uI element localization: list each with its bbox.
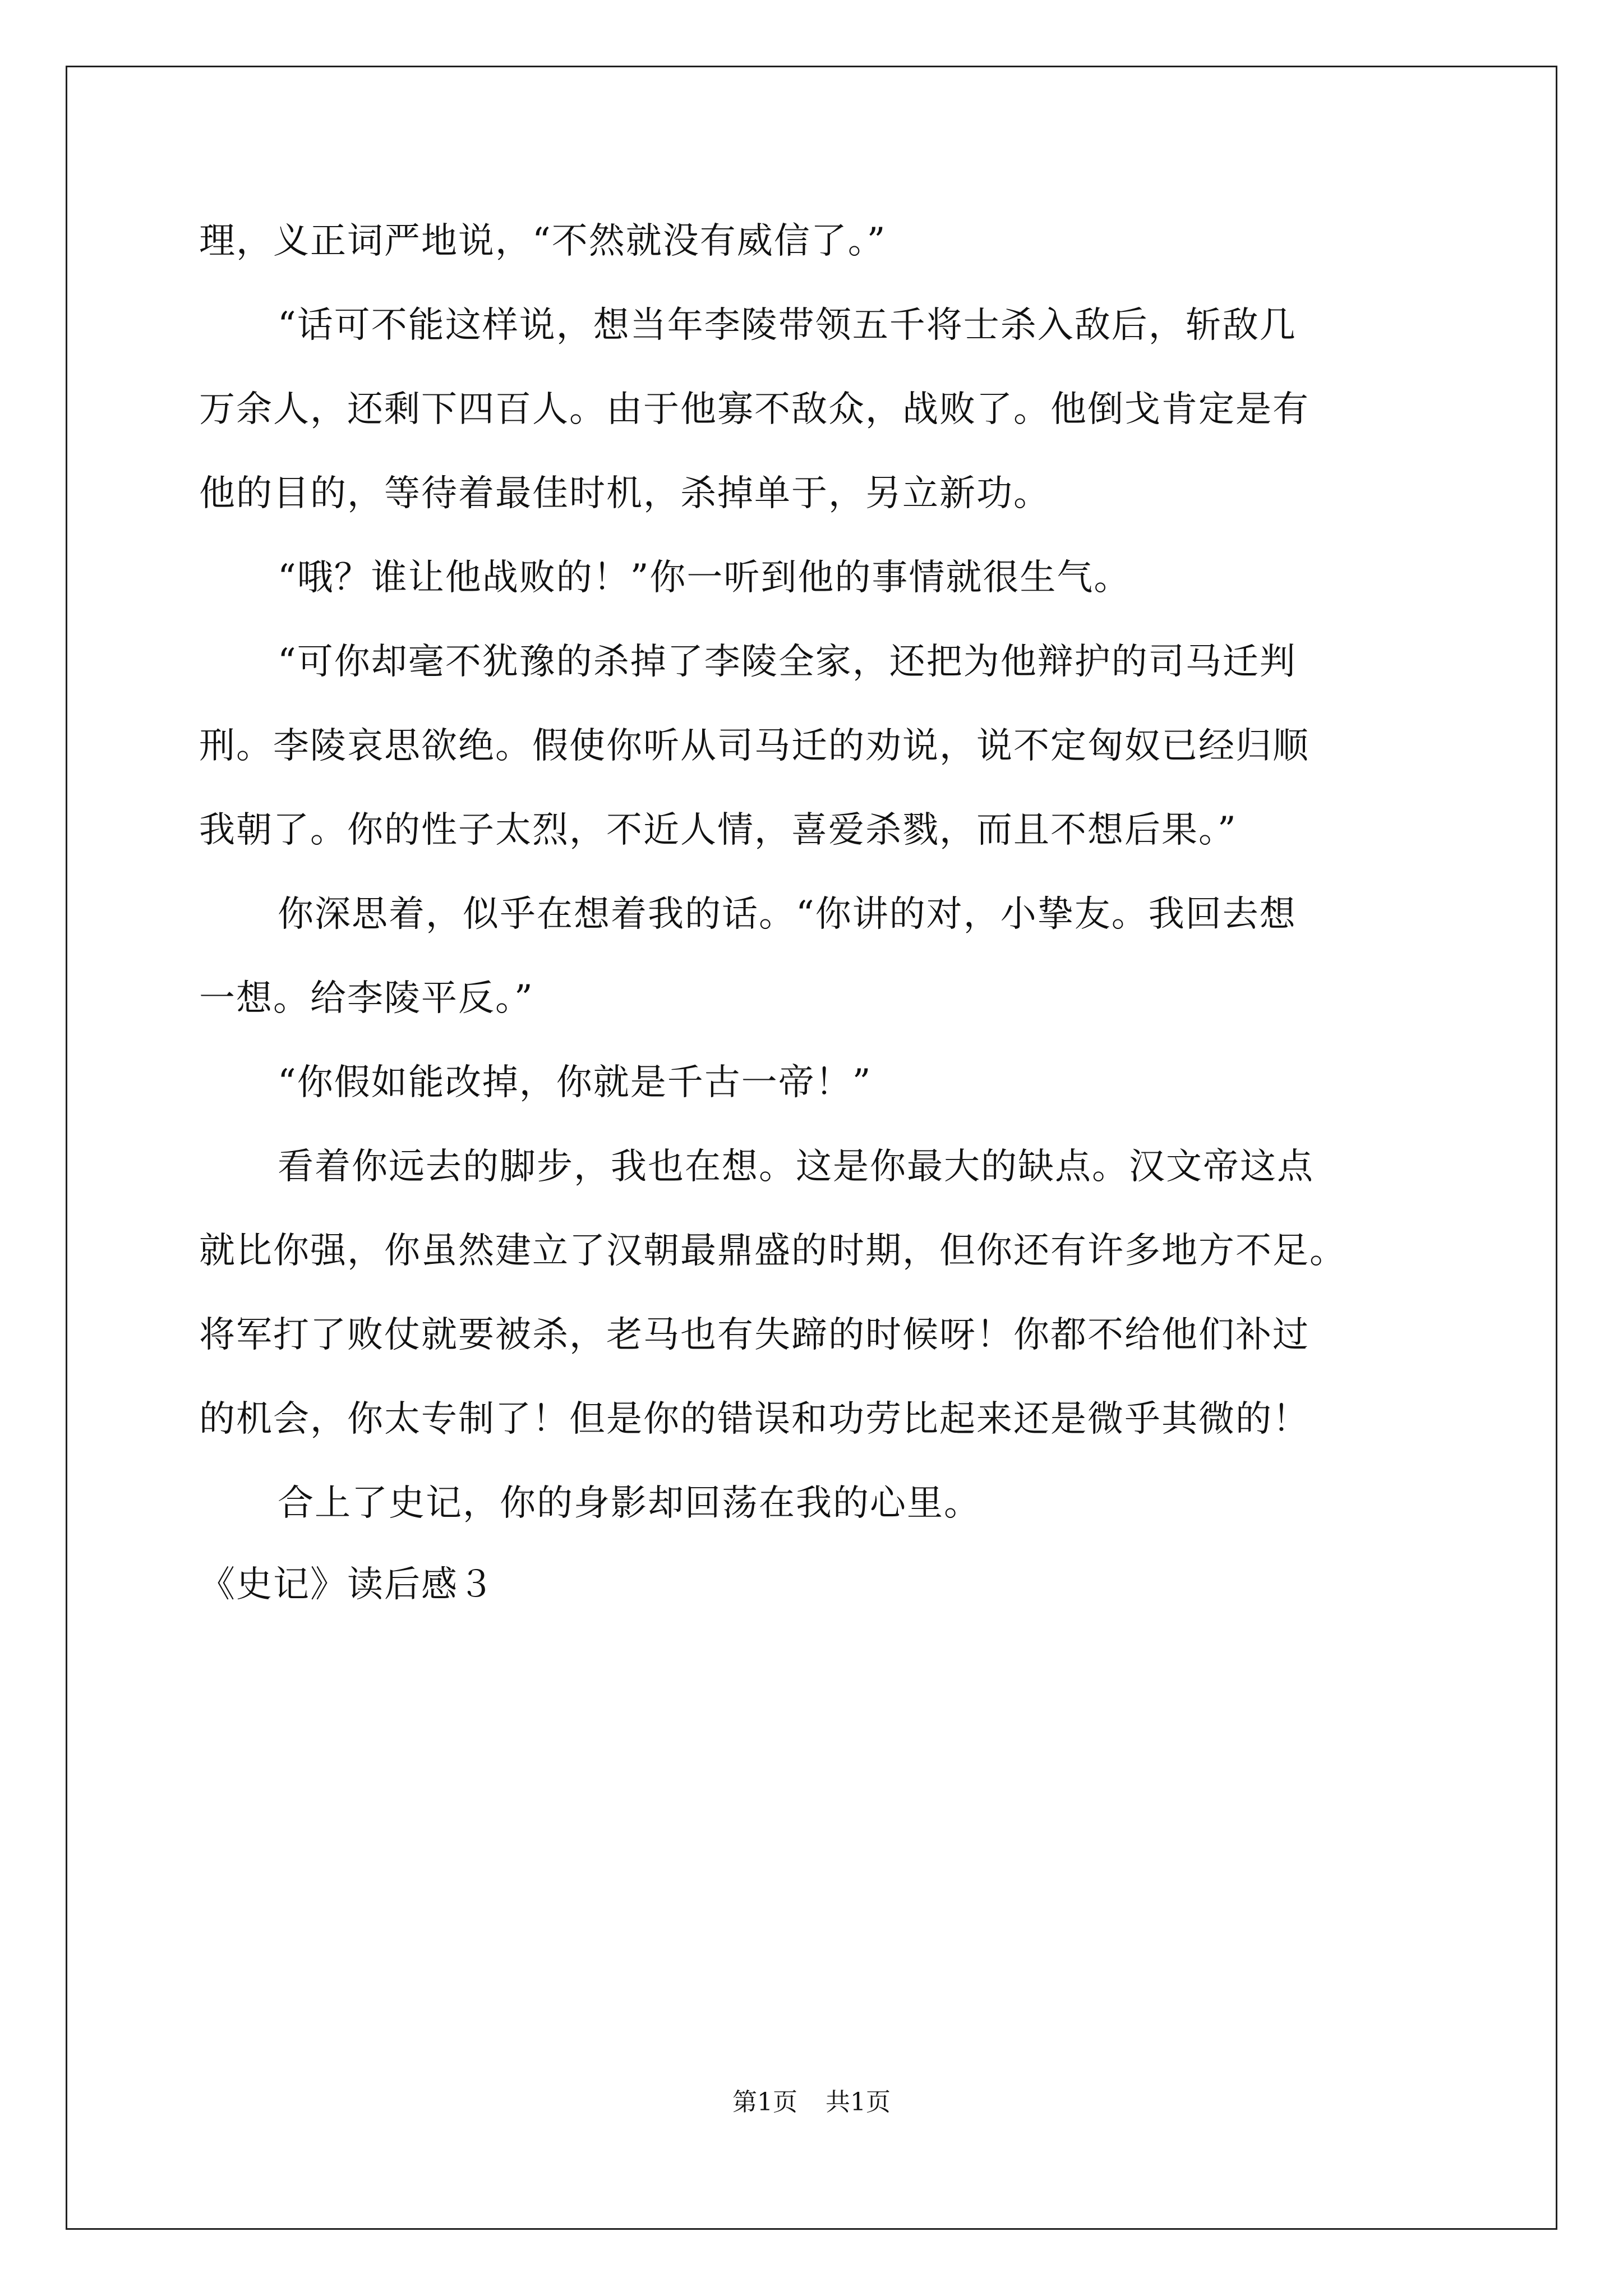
text-line: 你深思着，似乎在想着我的话。“你讲的对，小挚友。我回去想 [278,894,1297,935]
text-line: 我朝了。你的性子太烈，不近人情，喜爱杀戮，而且不想后果。” [199,809,1237,851]
text-line: “哦？谁让他战败的！”你一听到他的事情就很生气。 [278,557,1131,599]
text-line: 他的目的，等待着最佳时机，杀掉单于，另立新功。 [199,473,1050,514]
text-line: 合上了史记，你的身影却回荡在我的心里。 [278,1483,981,1524]
text-line: “可你却毫不犹豫的杀掉了李陵全家，还把为他辩护的司马迁判 [278,641,1297,683]
text-line: 万余人，还剩下四百人。由于他寡不敌众，战败了。他倒戈肯定是有 [199,389,1310,430]
text-line: “话可不能这样说，想当年李陵带领五千将士杀入敌后，斩敌几 [278,305,1297,346]
text-line: 的机会，你太专制了！但是你的错误和功劳比起来还是微乎其微的！ [199,1398,1310,1440]
page-number: 第1页 [732,2088,797,2116]
page-total: 共1页 [826,2088,891,2116]
text-line: 就比你强，你虽然建立了汉朝最鼎盛的时期，但你还有许多地方不足。 [199,1230,1347,1272]
section-heading: 《史记》读后感３ [199,1564,495,1605]
page-footer [0,2087,1623,2118]
text-line: 理，义正词严地说，“不然就没有威信了。” [199,220,887,262]
text-line: 一想。给李陵平反。” [199,978,534,1019]
text-line: 将军打了败仗就要被杀，老马也有失蹄的时候呀！你都不给他们补过 [199,1314,1310,1356]
text-line: 刑。李陵哀思欲绝。假使你听从司马迁的劝说，说不定匈奴已经归顺 [199,725,1310,767]
text-line: “你假如能改掉，你就是千古一帝！” [278,1062,872,1103]
text-line: 看着你远去的脚步，我也在想。这是你最大的缺点。汉文帝这点 [278,1146,1314,1188]
